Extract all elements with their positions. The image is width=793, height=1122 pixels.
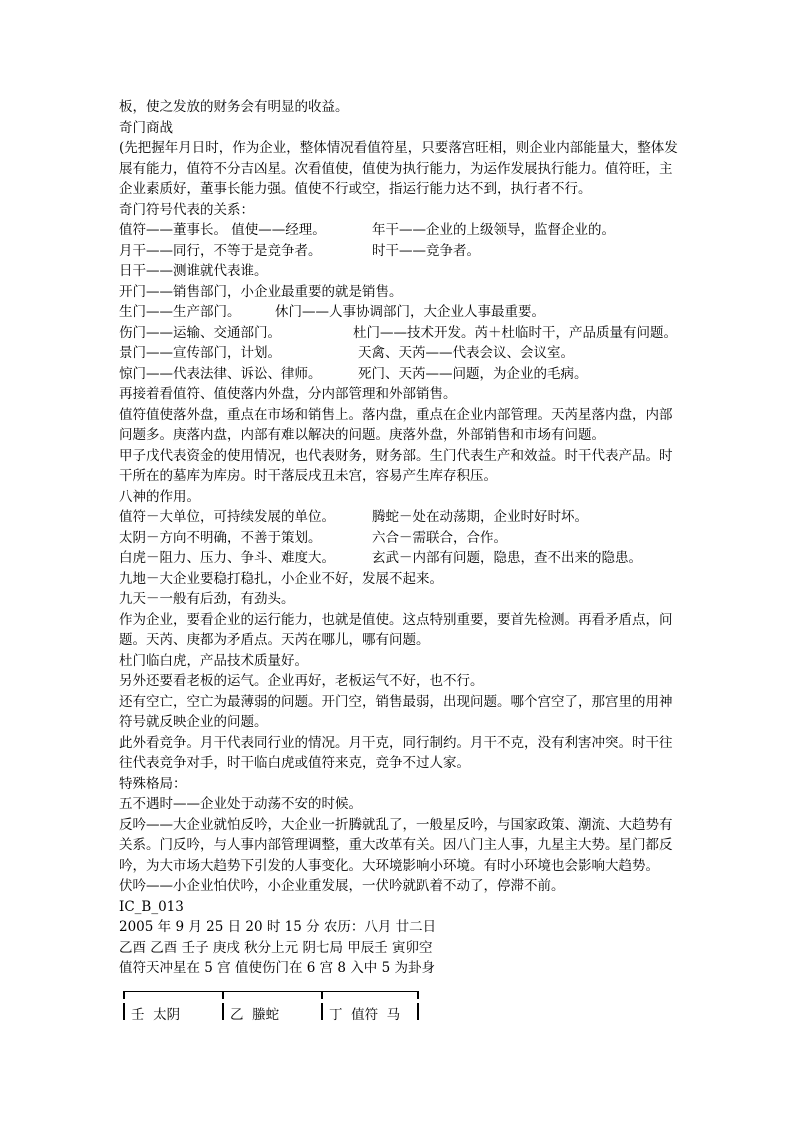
right-item: 腾蛇－处在动荡期，企业时好时坏。 bbox=[372, 509, 588, 525]
text-line: 九地－大企业要稳打稳扎，小企业不好，发展不起来。 bbox=[119, 570, 443, 587]
grid-divider bbox=[321, 1003, 323, 1020]
left-item: 白虎－阻力、压力、争斗、难度大。 bbox=[119, 550, 335, 566]
text-line: 日干——测谁就代表谁。 bbox=[119, 263, 268, 279]
text-line: 伏吟——小企业怕伏吟，小企业重发展，一伏吟就趴着不动了，停滞不前。 bbox=[119, 878, 565, 894]
paragraph: 反吟——大企业就怕反吟，大企业一折腾就乱了，一般星反吟，与国家政策、潮流、大趋势有关系。门反吟，与人事内部管理调整，重大改革有关。因八门主人事，九星主大势。星门都反吟，为大市场大趋势下引发的人事变化。大环境影响小环境。有时小环境也会影响大趋势。 bbox=[119, 816, 673, 874]
grid-tick bbox=[123, 991, 125, 999]
two-column-line bbox=[119, 323, 679, 344]
right-item: 六合－需联合，合作。 bbox=[372, 529, 507, 546]
case-id: IC_B_013 bbox=[119, 898, 184, 915]
ganzhi-line: 乙酉 乙酉 壬子 庚戌 秋分上元 阴七局 甲辰壬 寅卯空 bbox=[119, 939, 433, 956]
grid-divider bbox=[417, 1003, 419, 1020]
two-column-line bbox=[119, 302, 679, 323]
paragraph: 还有空亡，空亡为最薄弱的问题。开门空，销售最弱，出现问题。哪个宫空了，那宫里的用神符号就反映企业的问题。 bbox=[119, 693, 673, 730]
grid-cell: 丁 值符 马 bbox=[329, 1007, 401, 1023]
right-item: 时干——竞争者。 bbox=[372, 242, 480, 259]
right-item: 年干——企业的上级领导，监督企业的。 bbox=[372, 222, 615, 238]
section-title: 奇门商战 bbox=[119, 119, 173, 136]
right-item: 杜门——技术开发。芮＋杜临时干，产品质量有问题。 bbox=[353, 324, 677, 341]
two-column-line bbox=[119, 507, 679, 528]
section-title: 八神的作用。 bbox=[119, 488, 200, 505]
grid-cell: 壬 太阴 bbox=[131, 1007, 181, 1023]
grid-tick bbox=[417, 991, 419, 999]
left-item: 值符——董事长。 值使——经理。 bbox=[119, 222, 326, 238]
text-line: 杜门临白虎，产品技术质量好。 bbox=[119, 652, 308, 669]
left-item: 伤门——运输、交通部门。 bbox=[119, 324, 281, 341]
right-item: 玄武－内部有问题，隐患，查不出来的隐患。 bbox=[372, 550, 642, 566]
two-column-line bbox=[119, 548, 679, 569]
text-line: 开门——销售部门，小企业最重要的就是销售。 bbox=[119, 283, 403, 300]
qimen-chart-grid bbox=[121, 991, 421, 1021]
paragraph: 作为企业，要看企业的运行能力，也就是值使。这点特别重要，要首先检测。再看矛盾点，问题。天芮、庚都为矛盾点。天芮在哪儿，哪有问题。 bbox=[119, 611, 673, 648]
left-item: 惊门——代表法律、诉讼、律师。 bbox=[119, 365, 322, 382]
date-line: 2005 年 9 月 25 日 20 时 15 分 农历：八月 廿二日 bbox=[119, 919, 437, 935]
paragraph: 此外看竞争。月干代表同行业的情况。月干克，同行制约。月干不克，没有利害冲突。时干往往代表竞争对手，时干临白虎或值符来克，竞争不过人家。 bbox=[119, 734, 673, 771]
text-line: 奇门符号代表的关系： bbox=[119, 201, 254, 218]
left-item: 月干——同行，不等于是竞争者。 bbox=[119, 242, 322, 259]
left-item: 景门——宣传部门，计划。 bbox=[119, 345, 281, 361]
two-column-line bbox=[119, 220, 679, 241]
left-item: 生门——生产部门。 bbox=[119, 304, 241, 320]
left-item: 值符－大单位，可持续发展的单位。 bbox=[119, 509, 335, 525]
text-line: 再接着看值符、值使落内外盘，分内部管理和外部销售。 bbox=[119, 386, 457, 402]
text-line: 板，使之发放的财务会有明显的收益。 bbox=[119, 99, 349, 115]
text-line: 九天－一般有后劲，有劲头。 bbox=[119, 591, 295, 607]
text-line: 五不遇时——企业处于动荡不安的时候。 bbox=[119, 796, 362, 812]
right-item: 死门、天芮——问题，为企业的毛病。 bbox=[358, 365, 588, 382]
two-column-line bbox=[119, 364, 679, 385]
two-column-line bbox=[119, 528, 679, 549]
grid-divider bbox=[222, 1003, 224, 1020]
paragraph: 甲子戊代表资金的使用情况，也代表财务，财务部。生门代表生产和效益。时干代表产品。时干所在的墓库为库房。时干落辰戌丑未宫，容易产生库存积压。 bbox=[119, 447, 673, 484]
grid-divider bbox=[123, 1003, 125, 1020]
document-body bbox=[119, 97, 679, 979]
text-line: 另外还要看老板的运气。企业再好，老板运气不好，也不行。 bbox=[119, 673, 484, 689]
left-item: 太阴－方向不明确，不善于策划。 bbox=[119, 529, 322, 546]
grid-tick bbox=[321, 991, 323, 999]
grid-tick bbox=[222, 991, 224, 999]
two-column-line bbox=[119, 241, 679, 262]
section-title: 特殊格局： bbox=[119, 775, 187, 792]
paragraph: (先把握年月日时，作为企业，整体情况看值符星，只要落宫旺相，则企业内部能量大，整体发展有能力，值符不分吉凶星。次看值使，值使为执行能力，为运作发展执行能力。值符旺，主企业素质好，董事长能力强。值使不行或空，指运行能力达不到，执行者不行。 bbox=[119, 140, 678, 197]
chart-summary-line: 值符天冲星在 5 宫 值使伤门在 6 宫 8 入中 5 为卦身 bbox=[119, 960, 435, 976]
two-column-line bbox=[119, 343, 679, 364]
grid-top-border bbox=[123, 991, 419, 992]
right-item: 休门——人事协调部门，大企业人事最重要。 bbox=[275, 304, 545, 320]
right-item: 天禽、天芮——代表会议、会议室。 bbox=[358, 345, 574, 361]
paragraph: 值符值使落外盘，重点在市场和销售上。落内盘，重点在企业内部管理。天芮星落内盘，内部问题多。庚落内盘，内部有难以解决的问题。庚落外盘，外部销售和市场有问题。 bbox=[119, 406, 673, 443]
grid-cell: 乙 螣蛇 bbox=[230, 1007, 280, 1023]
